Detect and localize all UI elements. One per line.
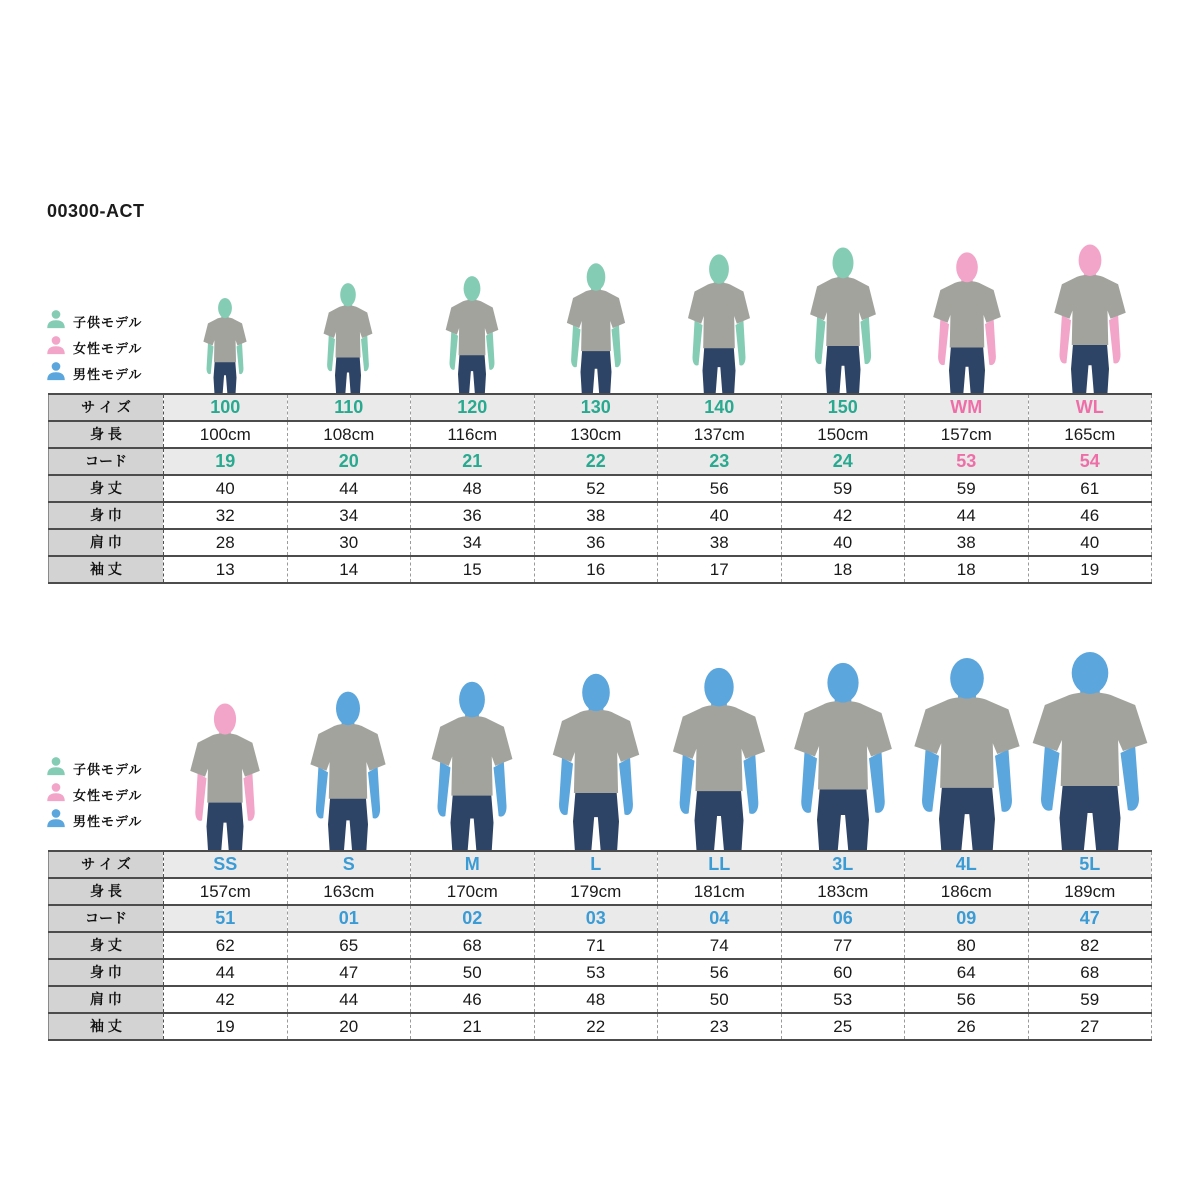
cell-code-100: 19	[164, 448, 288, 475]
cell-sleeve_length-SS: 19	[164, 1013, 288, 1040]
row-label-size: サ イ ズ	[49, 394, 164, 421]
jeans	[458, 352, 486, 393]
cell-body_width-SS: 44	[164, 959, 288, 986]
jeans	[817, 784, 869, 850]
cell-body_length-S: 65	[287, 932, 411, 959]
model-figure-4L	[911, 656, 1023, 850]
cell-shoulder_width-LL: 50	[658, 986, 782, 1013]
head	[705, 668, 734, 707]
tshirt	[567, 290, 625, 351]
row-label-body_length: 身 丈	[49, 932, 164, 959]
woman-model-icon	[46, 334, 66, 361]
tshirt	[324, 305, 373, 357]
cell-body_length-130: 52	[534, 475, 658, 502]
head	[709, 254, 729, 283]
jeans	[451, 791, 494, 851]
cell-height-4L: 186cm	[905, 878, 1029, 905]
head	[336, 692, 360, 726]
right-arm	[243, 773, 254, 821]
tshirt	[311, 724, 386, 799]
cell-shoulder_width-3L: 53	[781, 986, 905, 1013]
jeans	[695, 786, 744, 850]
cell-body_length-M: 68	[411, 932, 535, 959]
neck	[344, 298, 352, 310]
cell-body_width-L: 53	[534, 959, 658, 986]
model-figure-L	[550, 672, 642, 850]
cell-sleeve_length-WL: 19	[1028, 556, 1152, 583]
cell-size-S: S	[287, 851, 411, 878]
child-model-icon	[46, 308, 66, 335]
head	[827, 663, 858, 703]
cell-body_width-S: 47	[287, 959, 411, 986]
cell-code-4L: 09	[905, 905, 1029, 932]
cell-code-M: 02	[411, 905, 535, 932]
head	[214, 703, 236, 734]
cell-size-150: 150	[781, 394, 905, 421]
cell-size-100: 100	[164, 394, 288, 421]
cell-body_width-LL: 56	[658, 959, 782, 986]
neck	[219, 723, 231, 739]
cell-size-3L: 3L	[781, 851, 905, 878]
left-arm	[559, 757, 573, 815]
legend-item-woman-model	[46, 334, 142, 360]
cell-size-5L: 5L	[1028, 851, 1152, 878]
cell-shoulder_width-120: 34	[411, 529, 535, 556]
left-arm	[922, 749, 939, 812]
model-figure-WL	[1052, 243, 1128, 393]
cell-height-100: 100cm	[164, 421, 288, 448]
legend-label: 女性モデル	[73, 340, 143, 356]
legend-item-man-model	[46, 807, 142, 833]
cell-sleeve_length-130: 16	[534, 556, 658, 583]
neck	[958, 683, 976, 704]
cell-sleeve_length-5L: 27	[1028, 1013, 1152, 1040]
row-label-shoulder_width: 肩 巾	[49, 986, 164, 1013]
cell-height-WM: 157cm	[905, 421, 1029, 448]
woman-model-icon	[46, 781, 66, 808]
cell-body_length-4L: 80	[905, 932, 1029, 959]
model-figure-130	[565, 262, 627, 393]
row-label-sleeve_length: 袖 丈	[49, 556, 164, 583]
legend-label: 子供モデル	[73, 761, 143, 777]
head	[586, 263, 605, 291]
jeans	[1071, 341, 1109, 394]
cell-sleeve_length-LL: 23	[658, 1013, 782, 1040]
tshirt	[1054, 275, 1125, 345]
cell-size-WM: WM	[905, 394, 1029, 421]
cell-code-LL: 04	[658, 905, 782, 932]
cell-shoulder_width-L: 48	[534, 986, 658, 1013]
cell-height-5L: 189cm	[1028, 878, 1152, 905]
right-arm	[368, 767, 380, 819]
table-row-body_length	[49, 932, 1152, 959]
cell-size-120: 120	[411, 394, 535, 421]
head	[341, 283, 357, 306]
model-figure-150	[808, 246, 878, 393]
cell-height-L: 179cm	[534, 878, 658, 905]
cell-size-140: 140	[658, 394, 782, 421]
cell-code-WM: 53	[905, 448, 1029, 475]
neck	[714, 273, 725, 288]
head	[1079, 245, 1102, 277]
cell-body_length-WL: 61	[1028, 475, 1152, 502]
cell-shoulder_width-110: 30	[287, 529, 411, 556]
cell-height-3L: 183cm	[781, 878, 905, 905]
jeans	[1060, 780, 1121, 850]
cell-height-120: 116cm	[411, 421, 535, 448]
cell-body_length-110: 44	[287, 475, 411, 502]
right-arm	[236, 343, 243, 374]
cell-body_length-150: 59	[781, 475, 905, 502]
cell-height-130: 130cm	[534, 421, 658, 448]
neck	[591, 280, 601, 294]
neck	[1080, 678, 1100, 700]
left-arm	[195, 773, 206, 821]
cell-sleeve_length-3L: 25	[781, 1013, 905, 1040]
man-model-icon	[46, 360, 66, 387]
model-figure-M	[429, 680, 515, 850]
model-figure-5L	[1029, 650, 1151, 850]
table-row-body_length	[49, 475, 1152, 502]
cell-body_width-140: 40	[658, 502, 782, 529]
table-row-height	[49, 878, 1152, 905]
cell-body_length-5L: 82	[1028, 932, 1152, 959]
legend-label: 女性モデル	[73, 787, 143, 803]
neck	[1084, 264, 1096, 281]
table-row-shoulder_width	[49, 529, 1152, 556]
cell-size-130: 130	[534, 394, 658, 421]
table-row-size	[49, 851, 1152, 878]
model-figure-SS	[188, 702, 262, 850]
neck	[342, 712, 355, 730]
cell-size-110: 110	[287, 394, 411, 421]
right-arm	[611, 325, 620, 367]
cell-body_width-4L: 64	[905, 959, 1029, 986]
right-arm	[1109, 315, 1121, 364]
cell-height-WL: 165cm	[1028, 421, 1152, 448]
tshirt	[552, 710, 638, 793]
cell-sleeve_length-S: 20	[287, 1013, 411, 1040]
legend-item-woman-model	[46, 781, 142, 807]
right-arm	[860, 317, 871, 365]
cell-height-110: 108cm	[287, 421, 411, 448]
right-arm	[985, 319, 996, 365]
tshirt	[794, 701, 892, 790]
neck	[835, 687, 852, 708]
cell-body_length-LL: 74	[658, 932, 782, 959]
table-row-height	[49, 421, 1152, 448]
cell-body_length-140: 56	[658, 475, 782, 502]
right-arm	[494, 762, 507, 817]
cell-code-L: 03	[534, 905, 658, 932]
right-arm	[1121, 746, 1139, 811]
cell-height-S: 163cm	[287, 878, 411, 905]
row-label-code: コード	[49, 448, 164, 475]
cell-body_width-WL: 46	[1028, 502, 1152, 529]
cell-height-150: 150cm	[781, 421, 905, 448]
neck	[221, 310, 228, 321]
neck	[837, 267, 848, 283]
cell-body_width-150: 42	[781, 502, 905, 529]
cell-code-3L: 06	[781, 905, 905, 932]
model-figure-140	[686, 253, 752, 393]
model-legend	[46, 755, 142, 833]
cell-body_length-WM: 59	[905, 475, 1029, 502]
model-legend	[46, 308, 142, 386]
tshirt	[1033, 692, 1148, 786]
cell-shoulder_width-4L: 56	[905, 986, 1029, 1013]
left-arm	[693, 320, 703, 365]
table-row-code	[49, 448, 1152, 475]
row-label-height: 身 長	[49, 878, 164, 905]
table-row-sleeve_length	[49, 1013, 1152, 1040]
model-figure-100	[202, 297, 248, 393]
tshirt	[914, 697, 1019, 788]
right-arm	[619, 757, 633, 815]
cell-body_width-3L: 60	[781, 959, 905, 986]
man-model-icon	[46, 807, 66, 834]
cell-code-S: 01	[287, 905, 411, 932]
jeans	[213, 359, 236, 393]
cell-body_length-100: 40	[164, 475, 288, 502]
cell-shoulder_width-100: 28	[164, 529, 288, 556]
row-label-code: コード	[49, 905, 164, 932]
cell-size-WL: WL	[1028, 394, 1152, 421]
jeans	[206, 798, 243, 850]
cell-sleeve_length-120: 15	[411, 556, 535, 583]
cell-sleeve_length-100: 13	[164, 556, 288, 583]
model-figure-120	[444, 275, 500, 393]
head	[464, 276, 481, 301]
left-arm	[801, 752, 817, 813]
jeans	[825, 342, 860, 393]
cell-shoulder_width-140: 38	[658, 529, 782, 556]
cell-shoulder_width-150: 40	[781, 529, 905, 556]
cell-code-130: 22	[534, 448, 658, 475]
kids-women-size-table	[48, 393, 1152, 584]
head	[582, 674, 610, 711]
cell-height-LL: 181cm	[658, 878, 782, 905]
neck	[468, 292, 477, 305]
mens-size-table	[48, 850, 1152, 1041]
model-figure-110	[322, 282, 374, 393]
left-arm	[1041, 746, 1059, 811]
row-label-body_length: 身 丈	[49, 475, 164, 502]
cell-body_width-100: 32	[164, 502, 288, 529]
cell-code-5L: 47	[1028, 905, 1152, 932]
row-label-body_width: 身 巾	[49, 502, 164, 529]
cell-shoulder_width-S: 44	[287, 986, 411, 1013]
left-arm	[328, 335, 336, 371]
cell-body_length-L: 71	[534, 932, 658, 959]
cell-body_width-130: 38	[534, 502, 658, 529]
head	[1072, 652, 1109, 694]
row-label-height: 身 長	[49, 421, 164, 448]
table-row-code	[49, 905, 1152, 932]
cell-code-110: 20	[287, 448, 411, 475]
model-figure-LL	[670, 666, 768, 850]
cell-sleeve_length-WM: 18	[905, 556, 1029, 583]
tshirt	[688, 283, 750, 349]
legend-item-child-model	[46, 308, 142, 334]
cell-shoulder_width-WL: 40	[1028, 529, 1152, 556]
jeans	[939, 782, 995, 850]
cell-body_width-WM: 44	[905, 502, 1029, 529]
cell-size-L: L	[534, 851, 658, 878]
right-arm	[486, 332, 494, 370]
legend-item-man-model	[46, 360, 142, 386]
page-title: 00300-ACT	[47, 201, 145, 221]
right-arm	[869, 752, 885, 813]
tshirt	[190, 733, 260, 802]
neck	[711, 692, 727, 712]
cell-shoulder_width-5L: 59	[1028, 986, 1152, 1013]
neck	[588, 697, 603, 717]
jeans	[703, 344, 736, 393]
table-row-size	[49, 394, 1152, 421]
cell-size-4L: 4L	[905, 851, 1029, 878]
cell-body_length-3L: 77	[781, 932, 905, 959]
legend-item-child-model	[46, 755, 142, 781]
right-arm	[361, 335, 369, 371]
cell-height-140: 137cm	[658, 421, 782, 448]
right-arm	[744, 754, 759, 814]
cell-code-140: 23	[658, 448, 782, 475]
right-arm	[995, 749, 1012, 812]
table-row-sleeve_length	[49, 556, 1152, 583]
table-row-shoulder_width	[49, 986, 1152, 1013]
cell-sleeve_length-M: 21	[411, 1013, 535, 1040]
cell-height-M: 170cm	[411, 878, 535, 905]
legend-label: 男性モデル	[73, 813, 143, 829]
cell-shoulder_width-SS: 42	[164, 986, 288, 1013]
cell-code-120: 21	[411, 448, 535, 475]
head	[950, 658, 984, 699]
left-arm	[815, 317, 826, 365]
left-arm	[450, 332, 458, 370]
head	[832, 247, 853, 278]
tshirt	[933, 281, 1001, 348]
tshirt	[810, 277, 876, 346]
cell-body_length-SS: 62	[164, 932, 288, 959]
left-arm	[206, 343, 213, 374]
tshirt	[432, 716, 513, 796]
head	[218, 298, 232, 318]
model-figure-WM	[931, 251, 1003, 393]
head	[459, 682, 485, 718]
cell-code-150: 24	[781, 448, 905, 475]
neck	[961, 271, 973, 287]
left-arm	[680, 754, 695, 814]
cell-sleeve_length-110: 14	[287, 556, 411, 583]
left-arm	[571, 325, 580, 367]
cell-sleeve_length-4L: 26	[905, 1013, 1029, 1040]
row-label-size: サ イ ズ	[49, 851, 164, 878]
cell-body_width-5L: 68	[1028, 959, 1152, 986]
cell-sleeve_length-L: 22	[534, 1013, 658, 1040]
cell-code-SS: 51	[164, 905, 288, 932]
cell-size-M: M	[411, 851, 535, 878]
row-label-body_width: 身 巾	[49, 959, 164, 986]
neck	[465, 704, 479, 723]
cell-sleeve_length-140: 17	[658, 556, 782, 583]
tshirt	[673, 705, 765, 791]
cell-shoulder_width-M: 46	[411, 986, 535, 1013]
left-arm	[1060, 315, 1072, 364]
cell-body_width-120: 36	[411, 502, 535, 529]
jeans	[573, 788, 619, 850]
left-arm	[438, 762, 451, 817]
cell-size-LL: LL	[658, 851, 782, 878]
tshirt	[203, 317, 246, 362]
tshirt	[446, 300, 499, 355]
jeans	[949, 343, 985, 393]
cell-shoulder_width-130: 36	[534, 529, 658, 556]
left-arm	[316, 767, 328, 819]
cell-body_width-110: 34	[287, 502, 411, 529]
row-label-shoulder_width: 肩 巾	[49, 529, 164, 556]
legend-label: 男性モデル	[73, 366, 143, 382]
model-figure-S	[308, 690, 388, 850]
right-arm	[736, 320, 746, 365]
child-model-icon	[46, 755, 66, 782]
left-arm	[938, 319, 949, 365]
legend-label: 子供モデル	[73, 314, 143, 330]
table-row-body_width	[49, 959, 1152, 986]
head	[956, 252, 978, 282]
table-row-body_width	[49, 502, 1152, 529]
cell-sleeve_length-150: 18	[781, 556, 905, 583]
jeans	[580, 347, 611, 393]
cell-shoulder_width-WM: 38	[905, 529, 1029, 556]
cell-body_length-120: 48	[411, 475, 535, 502]
cell-body_width-M: 50	[411, 959, 535, 986]
cell-height-SS: 157cm	[164, 878, 288, 905]
model-figure-3L	[791, 661, 895, 850]
cell-size-SS: SS	[164, 851, 288, 878]
jeans	[328, 794, 368, 850]
jeans	[335, 354, 361, 393]
cell-code-WL: 54	[1028, 448, 1152, 475]
row-label-sleeve_length: 袖 丈	[49, 1013, 164, 1040]
